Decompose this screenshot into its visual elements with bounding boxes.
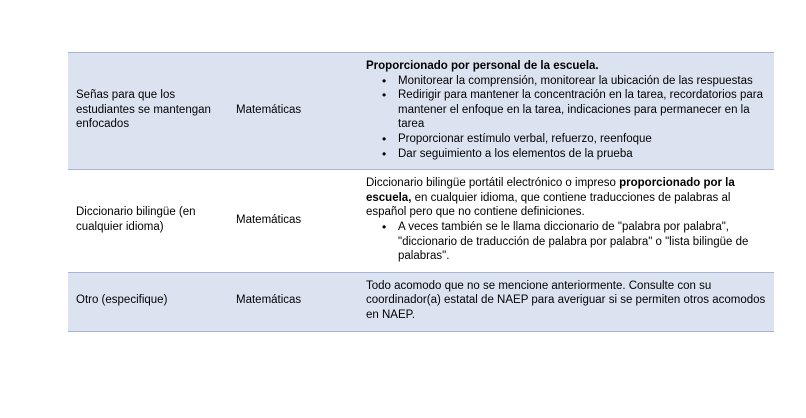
description-lead — [366, 176, 766, 220]
description-lead-prefix: Diccionario bilingüe portátil electrónico o impreso — [366, 177, 620, 190]
list-item: • A veces también se le llama diccionario de "palabra por palabra", "diccionario de traducción de palabra por palabra" o "lista bilingüe de palabras". — [382, 220, 766, 264]
description-lead-emphasis: proporcionado por la escuela, — [366, 177, 735, 204]
list-item: • Dar seguimiento a los elementos de la prueba — [382, 147, 766, 162]
accommodation-subject: Matemáticas — [228, 170, 356, 273]
list-item: • Proporcionar estímulo verbal, refuerzo, reenfoque — [382, 132, 766, 147]
description-lead-suffix: en cualquier idioma, que contiene traducciones de palabras al español pero que no contiene definiciones. — [366, 191, 731, 219]
accommodation-description — [356, 170, 774, 273]
accommodation-name: Diccionario bilingüe (en cualquier idioma) — [68, 170, 228, 273]
description-bullet-list — [366, 220, 766, 264]
accommodation-subject: Matemáticas — [228, 272, 356, 331]
table-row — [68, 53, 774, 170]
list-item: • Redirigir para mantener la concentración en la tarea, recordatorios para mantener el enfoque en la tarea, indicaciones para permanecer en la tarea — [382, 88, 766, 132]
description-lead: Todo acomodo que no se mencione anteriormente. Consulte con su coordinador(a) estatal de NAEP para averiguar si se permiten otros acomodos en NAEP. — [366, 279, 766, 321]
accommodations-table — [68, 52, 774, 332]
accommodation-name: Otro (especifique) — [68, 272, 228, 331]
description-bullet-list — [366, 74, 766, 162]
table-row — [68, 170, 774, 273]
accommodation-description — [356, 272, 774, 331]
table-row — [68, 272, 774, 331]
list-item: • Monitorear la comprensión, monitorear la ubicación de las respuestas — [382, 74, 766, 89]
accommodation-description — [356, 53, 774, 170]
accommodation-subject: Matemáticas — [228, 53, 356, 170]
description-lead: Proporcionado por personal de la escuela. — [366, 60, 599, 72]
accommodation-name: Señas para que los estudiantes se mantengan enfocados — [68, 53, 228, 170]
